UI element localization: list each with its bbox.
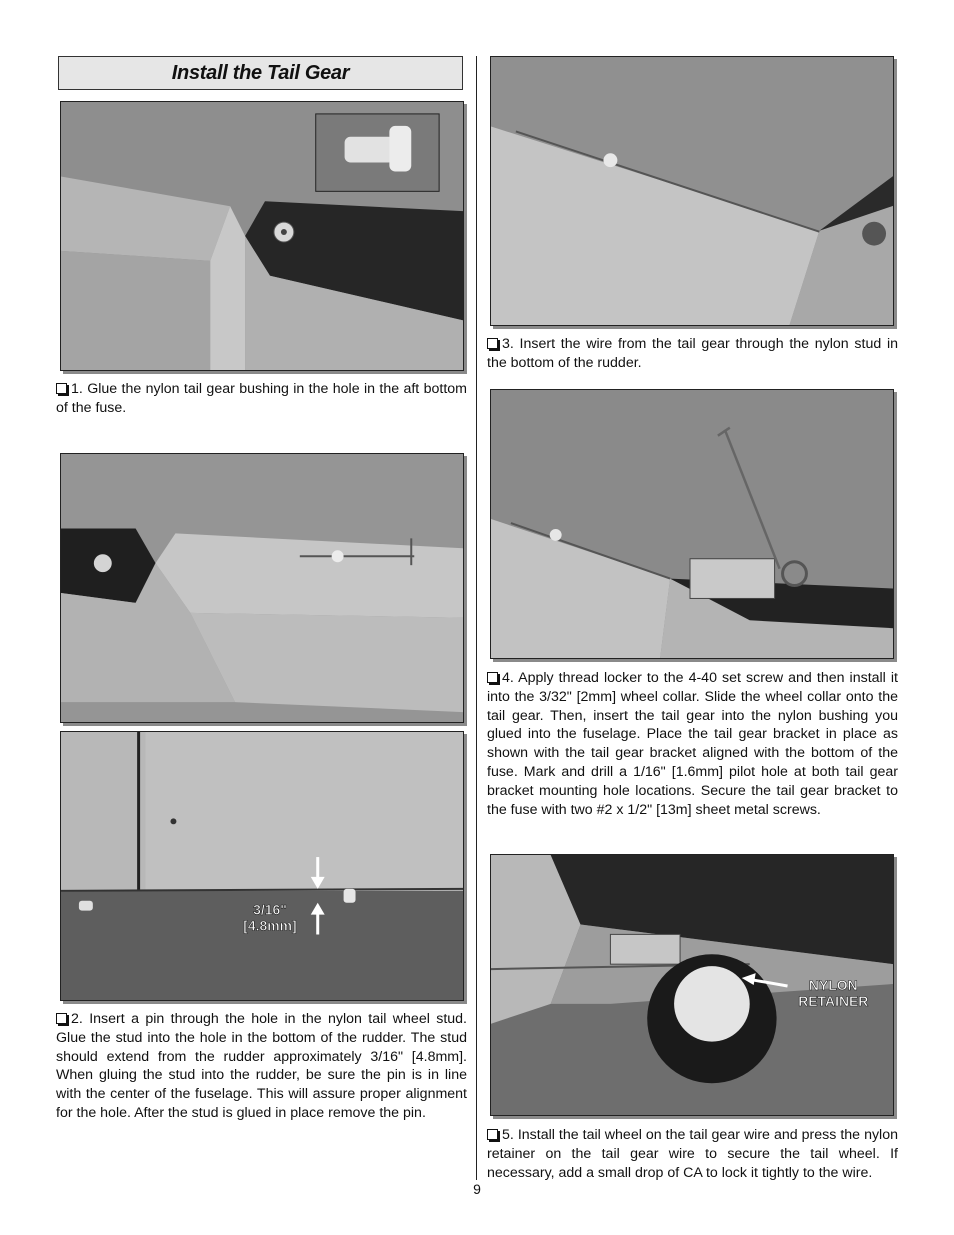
page-number: 9 [473, 1181, 481, 1197]
step-4 [487, 669, 898, 819]
measure-label-2: [4.8mm] [243, 917, 297, 934]
photo-step-2b [60, 731, 464, 1001]
photo-step-1 [60, 101, 464, 371]
step-1 [56, 380, 467, 418]
photo-step-4 [490, 389, 894, 659]
checkbox-icon [487, 338, 498, 349]
step-5-text: 5. Install the tail wheel on the tail gear wire and press the nylon retainer on the tail gear wire to secure the tail wheel. If necessary, add a small drop of CA to lock it tightly to the wire. [487, 1127, 898, 1181]
step-4-text: 4. Apply thread locker to the 4-40 set screw and then install it into the 3/32" [2mm] wheel collar. Slide the wheel collar onto the tail gear. Then, insert the tail gear into the nylon bushing you glued into the fuselage. Place the tail gear bracket in place as shown with the tail gear bracket aligned with the bottom of the fuse. Mark and drill a 1/16" [1.6mm] pilot hole at both tail gear bracket mounting hole locations. Secure the tail gear bracket to the fuse with two #2 x 1/2" [13m] sheet metal screws. [487, 670, 898, 818]
photo-step-3 [490, 56, 894, 326]
step-2 [56, 1010, 467, 1123]
section-title-box [58, 56, 463, 90]
checkbox-icon [487, 672, 498, 683]
section-title: Install the Tail Gear [171, 61, 350, 84]
step-3-text: 3. Insert the wire from the tail gear through the nylon stud in the bottom of the rudder. [487, 336, 898, 371]
checkbox-icon [56, 383, 67, 394]
photo-step-2a [60, 453, 464, 723]
step-3 [487, 335, 898, 373]
retainer-label-2: RETAINER [798, 992, 869, 1009]
checkbox-icon [56, 1013, 67, 1024]
retainer-label-1: NYLON [808, 976, 858, 993]
column-divider [476, 56, 477, 1180]
step-2-text: 2. Insert a pin through the hole in the nylon tail wheel stud. Glue the stud into the hole in the bottom of the rudder. The stud should extend from the rudder approximately 3/16" [4.8mm]. When gluing the stud into the rudder, be sure the pin is in line with the center of the fuselage. This will assure proper alignment for the hole. After the stud is glued in place remove the pin. [56, 1011, 467, 1121]
checkbox-icon [487, 1129, 498, 1140]
photo-step-5 [490, 854, 894, 1116]
step-5 [487, 1126, 898, 1182]
step-1-text: 1. Glue the nylon tail gear bushing in the hole in the aft bottom of the fuse. [56, 381, 467, 416]
measure-label-1: 3/16" [253, 901, 287, 918]
